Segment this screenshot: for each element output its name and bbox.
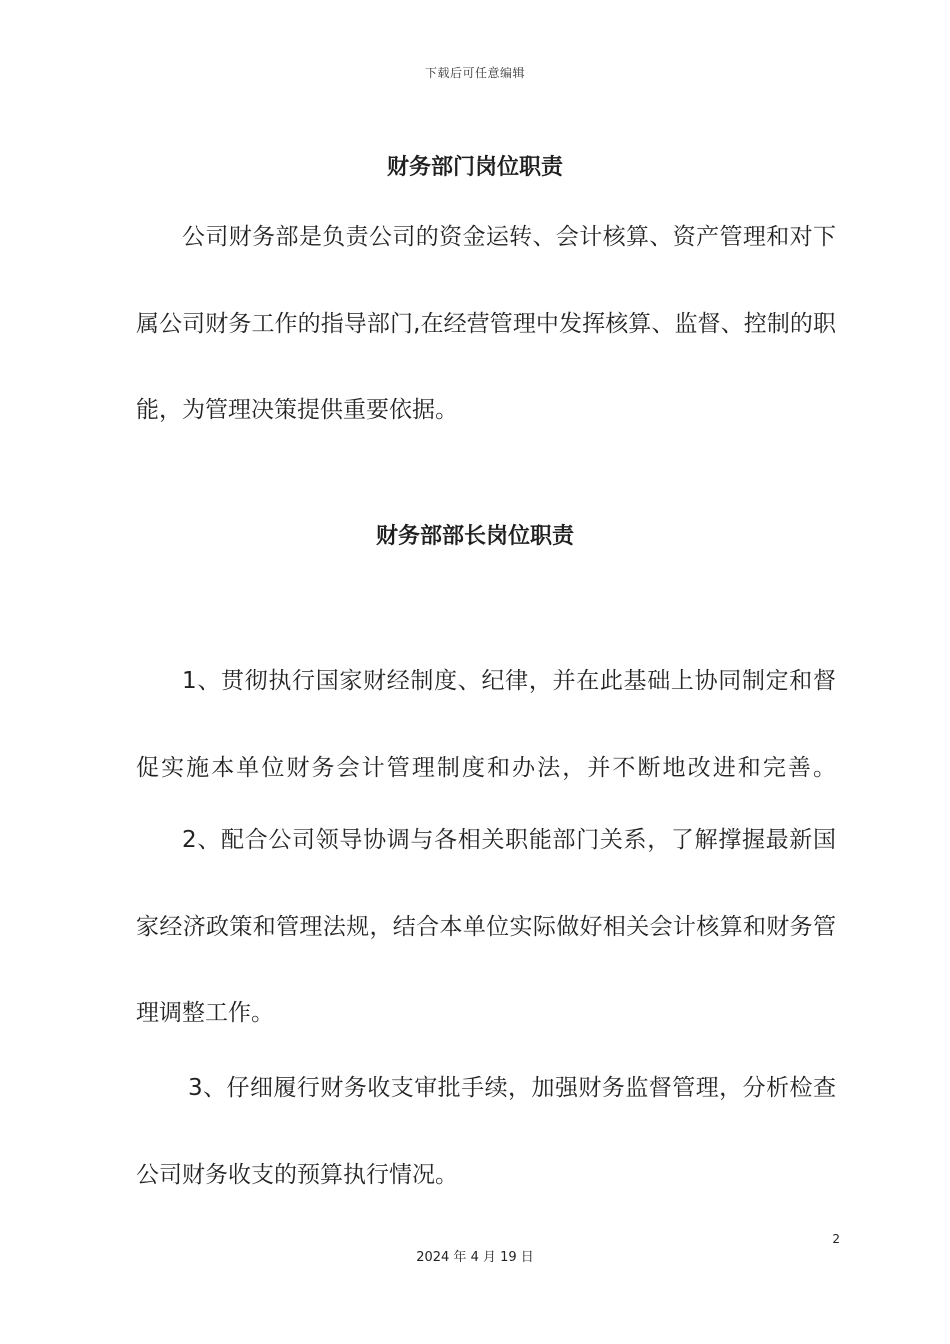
page-number: 2 [832,1232,840,1246]
list-item-line: 2、配合公司领导协调与各相关职能部门关系，了解撑握最新国 [182,827,836,853]
paragraph-line: 公司财务部是负责公司的资金运转、会计核算、资产管理和对下 [182,224,836,250]
footer-date: 2024 年 4 月 19 日 [416,1250,534,1265]
list-item-line: 家经济政策和管理法规，结合本单位实际做好相关会计核算和财务管 [136,914,836,940]
section-title-director: 财务部部长岗位职责 [375,524,574,549]
list-item-line: 理调整工作。 [136,1000,274,1026]
paragraph-line: 属公司财务工作的指导部门,在经营管理中发挥核算、监督、控制的职 [136,311,836,337]
list-item-line: 公司财务收支的预算执行情况。 [136,1162,458,1188]
section-title-department: 财务部门岗位职责 [386,155,563,180]
list-item-line: 促实施本单位财务会计管理制度和办法，并不断地改进和完善。 [136,755,836,781]
page-header-note: 下载后可任意编辑 [424,66,525,80]
paragraph-line: 能，为管理决策提供重要依据。 [136,397,458,423]
list-item-line: 1、贯彻执行国家财经制度、纪律，并在此基础上协同制定和督 [182,668,836,694]
list-item-line: 3、仔细履行财务收支审批手续，加强财务监督管理，分析检查 [188,1075,836,1101]
